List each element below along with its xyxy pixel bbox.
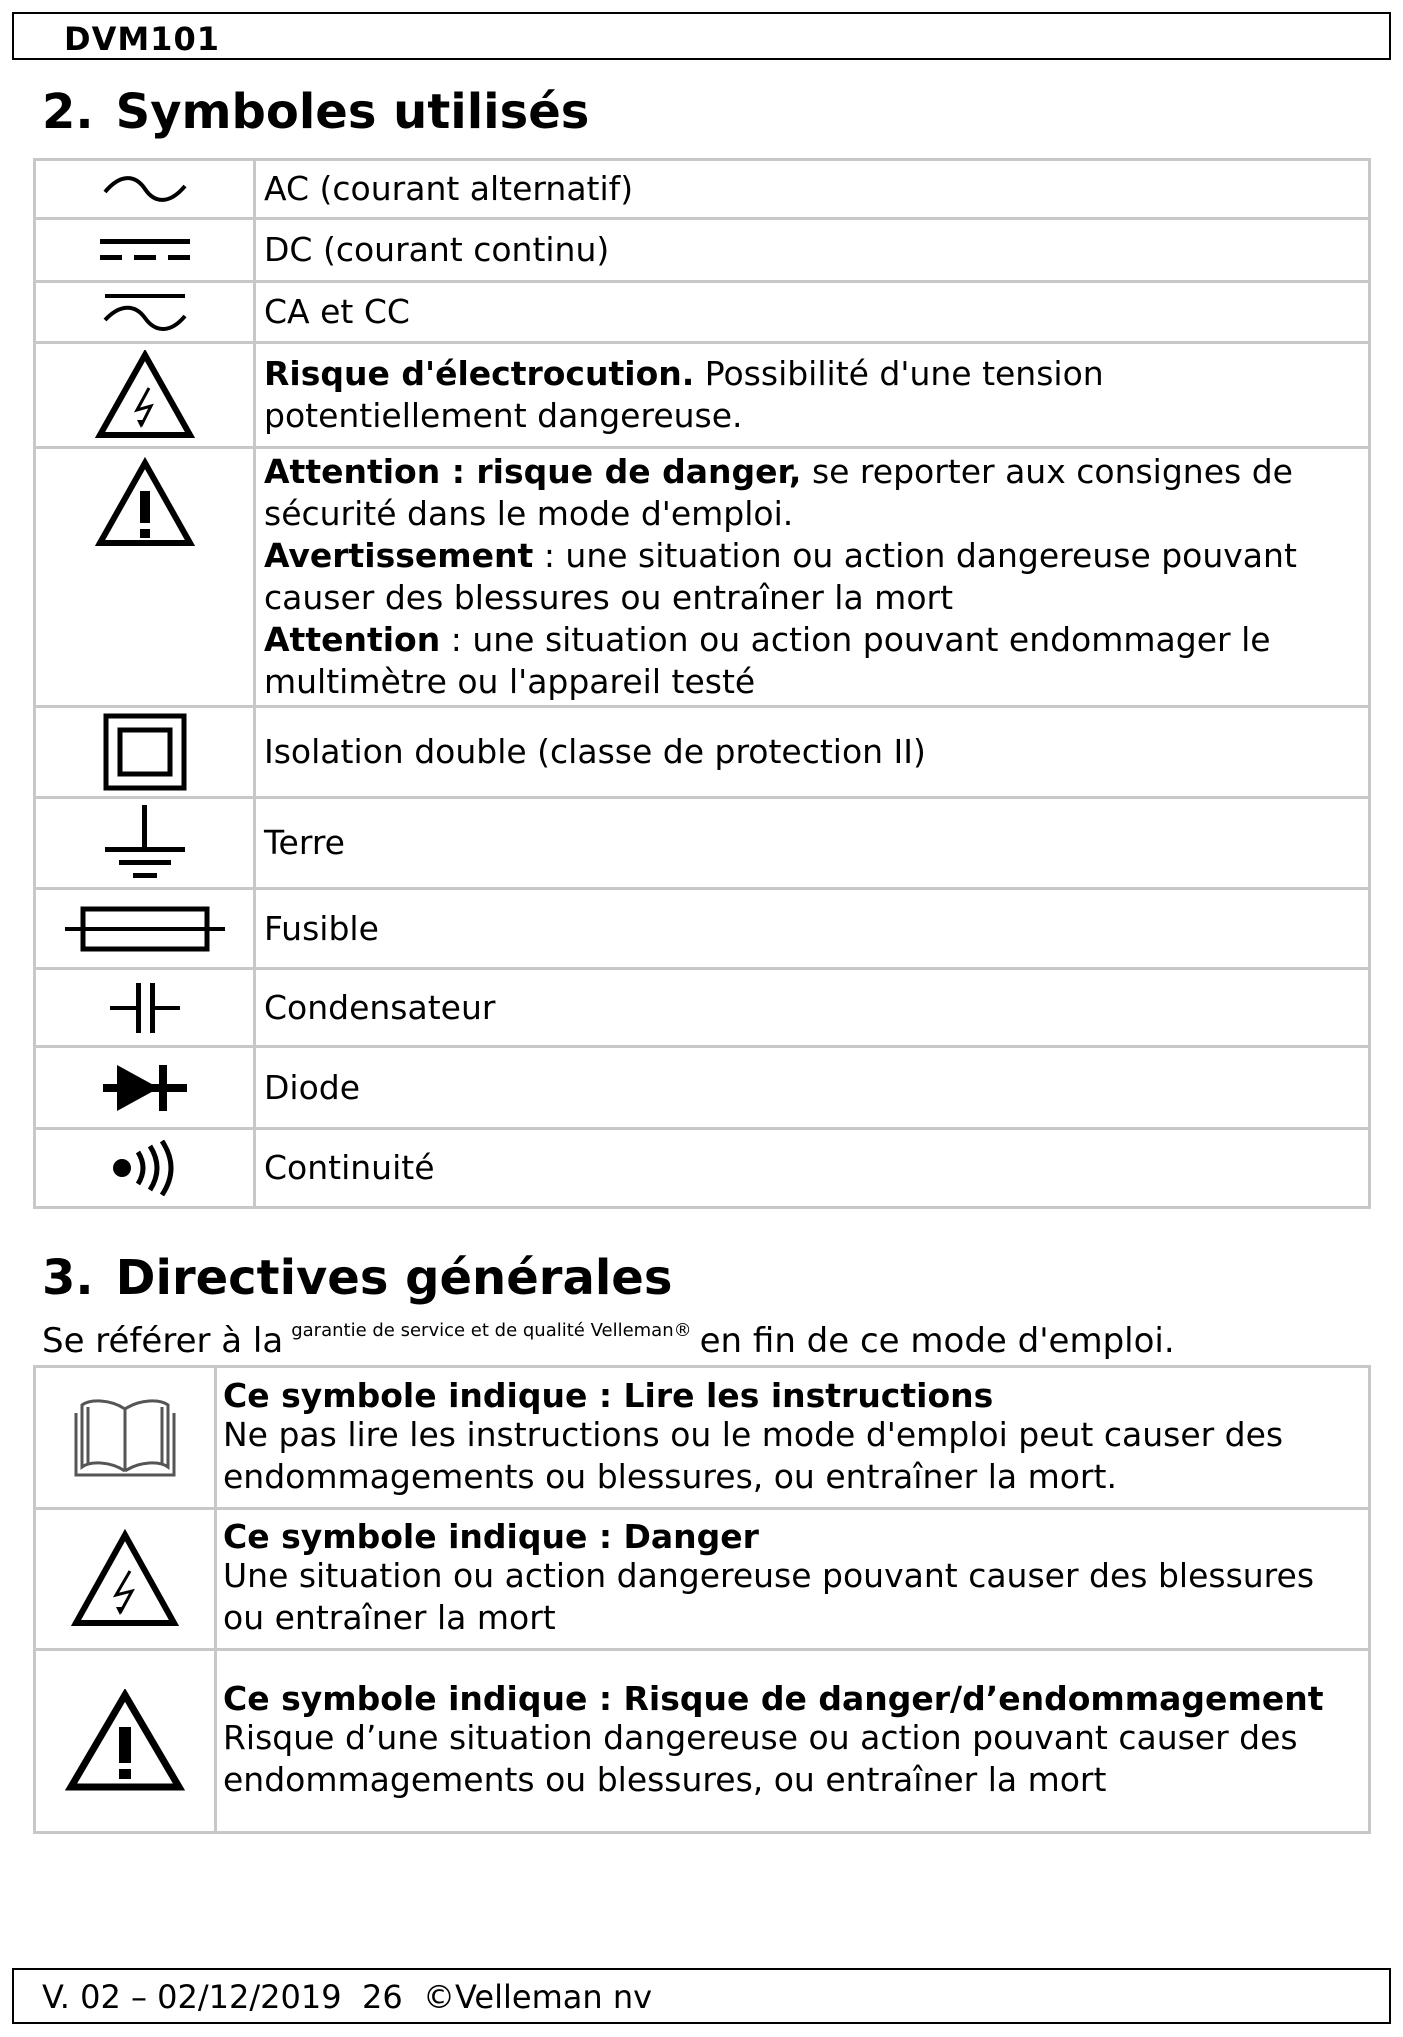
table-row [35, 219, 1370, 282]
symbols-table [33, 158, 1371, 1209]
fuse-icon [65, 905, 225, 953]
symbol-description: Continuité [255, 1129, 1370, 1208]
table-row [35, 889, 1370, 969]
symbol-description: Condensateur [255, 969, 1370, 1047]
symbol-description: Attention : risque de danger, se reporter aux consignes de sécurité dans le mode d'emploi. Avertissement : une situation ou action dangereuse pouvant causer des blessures ou entraîner la mort Attention : une situation ou action pouvant endommager le multimètre ou l'appareil testé [255, 448, 1370, 707]
table-row [35, 707, 1370, 798]
capacitor-icon [110, 981, 180, 1035]
table-row [35, 1129, 1370, 1208]
ac-sine-icon [100, 174, 190, 204]
symbol-description: Fusible [255, 889, 1370, 969]
guidelines-table [33, 1365, 1371, 1834]
symbol-description: Terre [255, 798, 1370, 889]
symbol-description: Isolation double (classe de protection II) [255, 707, 1370, 798]
guideline-description: Ce symbole indique : Risque de danger/d’endommagement Risque d’une situation dangereuse ou action pouvant causer des endommagements ou blessures, ou entraîner la mort [216, 1650, 1370, 1833]
guideline-description: Ce symbole indique : Lire les instructions Ne pas lire les instructions ou le mode d'emploi peut causer des endommagements ou blessures, ou entraîner la mort. [216, 1367, 1370, 1509]
guideline-description: Ce symbole indique : Danger Une situation ou action dangereuse pouvant causer des blessures ou entraîner la mort [216, 1509, 1370, 1650]
ac-dc-icon [100, 290, 190, 334]
ground-icon [103, 803, 187, 883]
book-icon [70, 1395, 180, 1481]
symbol-description: CA et CC [255, 282, 1370, 343]
electric-shock-icon [95, 350, 195, 440]
warning-icon [95, 457, 195, 549]
continuity-icon [110, 1140, 180, 1196]
table-row [35, 1650, 1370, 1833]
table-row [35, 282, 1370, 343]
table-row [35, 1047, 1370, 1129]
footer-text: V. 02 – 02/12/2019 26 ©Velleman nv [42, 1978, 653, 2016]
guidelines-intro: Se référer à la $^{garantie de service et de qualité Velleman®}$ en fin de ce mode d'emploi. [42, 1320, 1175, 1361]
table-row [35, 798, 1370, 889]
warning-icon [65, 1689, 185, 1793]
double-insulation-icon [103, 713, 187, 791]
table-row [35, 343, 1370, 448]
symbol-description: DC (courant continu) [255, 219, 1370, 282]
table-row [35, 1367, 1370, 1509]
symbol-description: Risque d'électrocution. Possibilité d'une tension potentiellement dangereuse. [255, 343, 1370, 448]
symbol-description: AC (courant alternatif) [255, 160, 1370, 219]
page-header [12, 12, 1391, 60]
symbol-description: Diode [255, 1047, 1370, 1129]
section-3-title: 3. Directives générales [42, 1250, 673, 1306]
diode-icon [103, 1061, 187, 1115]
table-row [35, 1509, 1370, 1650]
model-name: DVM101 [64, 20, 220, 58]
table-row [35, 160, 1370, 219]
section-2-title: 2. Symboles utilisés [42, 84, 590, 140]
dc-icon [98, 235, 192, 265]
table-row [35, 448, 1370, 707]
electric-shock-icon [70, 1529, 180, 1629]
table-row [35, 969, 1370, 1047]
page-footer [12, 1968, 1391, 2024]
